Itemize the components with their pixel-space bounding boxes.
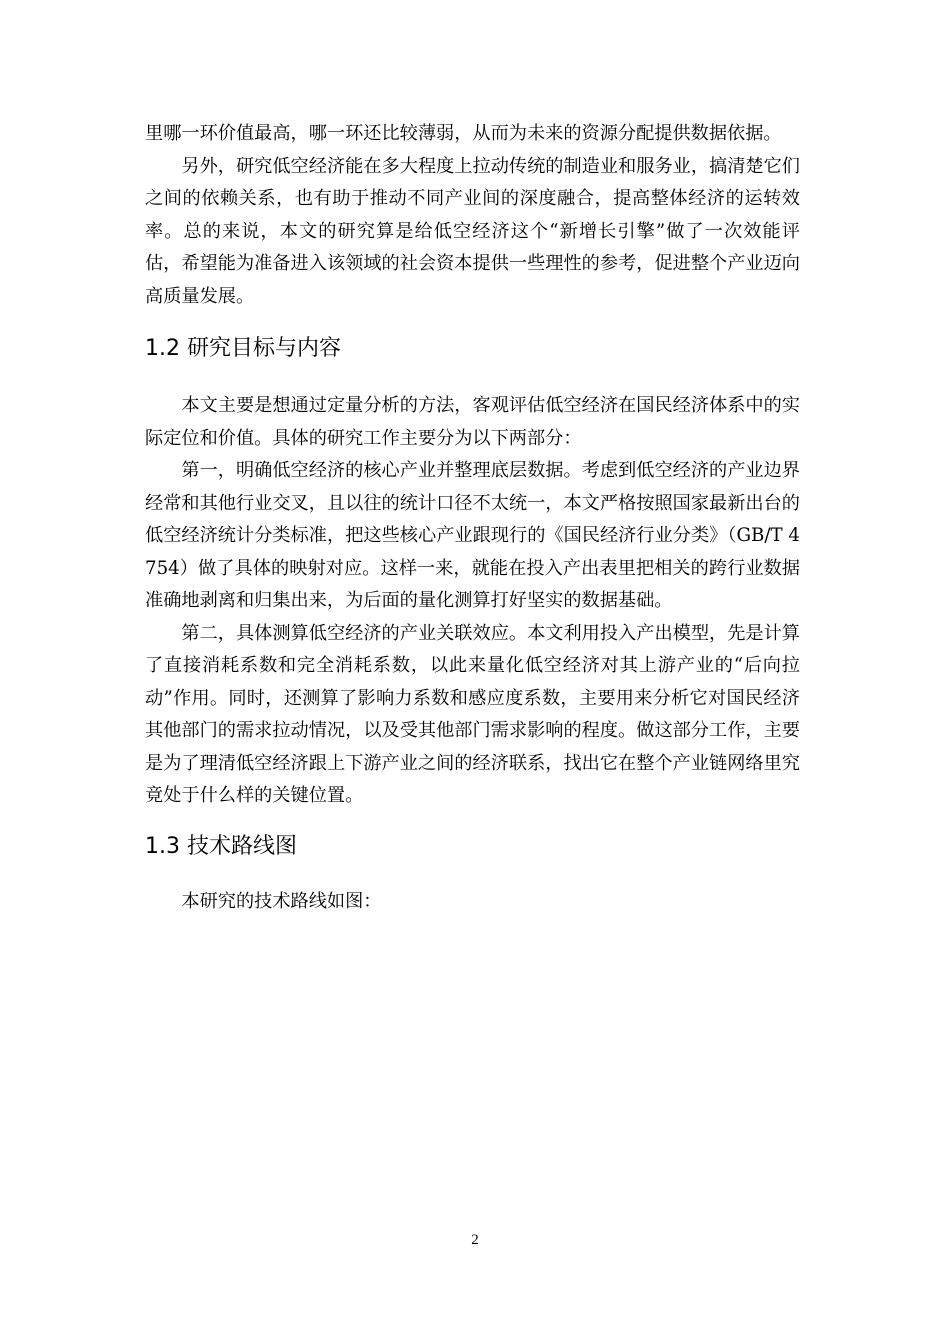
section-heading-1-2: 1.2 研究目标与内容 — [145, 336, 341, 361]
section-heading-1-3: 1.3 技术路线图 — [145, 833, 297, 859]
paragraph-intro-2: 另外，研究低空经济能在多大程度上拉动传统的制造业和服务业，搞清楚它们之间的依赖关系，也有助于推动不同产业间的深度融合，提高整体经济的运转效率。总的来说，本文的研究算是给低空经济这个“新增长引擎”做了一次效能评估，希望能为准备进入该领域的社会资本提供一些理性的参考，促进整个产业迈向高质量发展。 — [145, 155, 800, 307]
paragraph-1-3-1: 本研究的技术路线如图： — [181, 890, 382, 912]
paragraph-1-2-2: 第一，明确低空经济的核心产业并整理底层数据。考虑到低空经济的产业边界经常和其他行业交叉，且以往的统计口径不太统一，本文严格按照国家最新出台的低空经济统计分类标准，把这些核心产业跟现行的《国民经济行业分类》（GB/T 4754）做了具体的映射对应。这样一来，就能在投入产出表里把相关的跨行业数据准确地剥离和归集出来，为后面的量化测算打好坚实的数据基础。 — [145, 460, 801, 611]
paragraph-1-2-1: 本文主要是想通过定量分析的方法，客观评估低空经济在国民经济体系中的实际定位和价值。具体的研究工作主要分为以下两部分： — [145, 395, 800, 449]
page-number: 2 — [471, 1232, 479, 1248]
paragraph-intro-continued: 里哪一环价值最高，哪一环还比较薄弱，从而为未来的资源分配提供数据依据。 — [145, 123, 782, 144]
paragraph-1-2-3: 第二，具体测算低空经济的产业关联效应。本文利用投入产出模型，先是计算了直接消耗系数和完全消耗系数，以此来量化低空经济对其上游产业的“后向拉动”作用。同时，还测算了影响力系数和感应度系数，主要用来分析它对国民经济其他部门的需求拉动情况，以及受其他部门需求影响的程度。做这部分工作，主要是为了理清低空经济跟上下游产业之间的经济联系，找出它在整个产业链网络里究竟处于什么样的关键位置。 — [145, 622, 800, 806]
page-content — [145, 118, 800, 918]
